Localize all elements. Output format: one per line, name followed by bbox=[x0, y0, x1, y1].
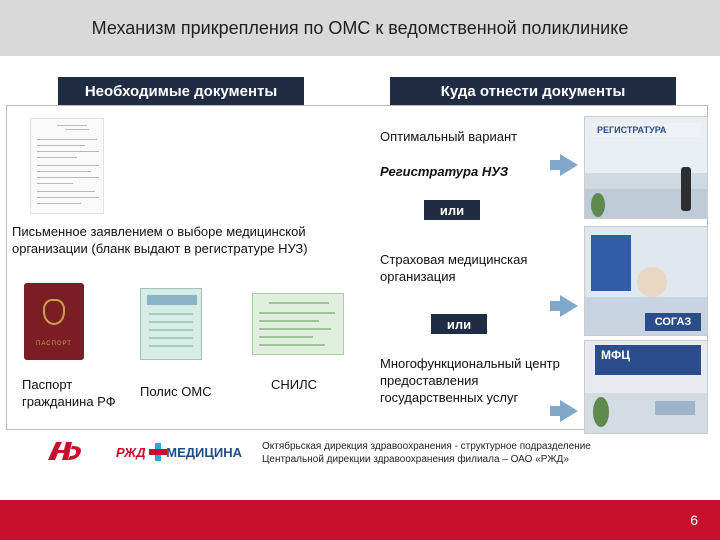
mfc-photo bbox=[584, 340, 708, 434]
insurance-photo bbox=[584, 226, 708, 336]
snils-image bbox=[252, 293, 344, 355]
insurance-label: Страховая медицинская организация bbox=[380, 252, 528, 284]
page-number: 6 bbox=[690, 512, 698, 528]
rzd-medicina-left: РЖД bbox=[116, 444, 146, 460]
footer-line-2: Центральной дирекции здравоохранения филиала – ОАО «РЖД» bbox=[262, 454, 569, 465]
registry-label: Регистратура НУЗ bbox=[380, 164, 509, 179]
rzd-logo-icon bbox=[46, 438, 86, 464]
mfc-label: Многофункциональный центр предоставления государственных услуг bbox=[380, 356, 560, 405]
rzd-medicina-right: МЕДИЦИНА bbox=[166, 444, 242, 460]
insurance-sign: СОГАЗ bbox=[645, 313, 701, 331]
polis-image bbox=[140, 288, 202, 360]
or-label-2: или bbox=[431, 314, 487, 334]
bottom-bar bbox=[0, 500, 720, 540]
documents-header: Необходимые документы bbox=[58, 77, 304, 105]
passport-cover-label: ПАСПОРТ bbox=[36, 341, 72, 347]
or-label-1: или bbox=[424, 200, 480, 220]
registry-photo bbox=[584, 116, 708, 219]
footer-text bbox=[262, 440, 591, 466]
footer-line-1: Октябрьская дирекция здравоохранения - структурное подразделение bbox=[262, 441, 591, 452]
registry-sign: РЕГИСТРАТУРА bbox=[591, 123, 701, 137]
destinations-header: Куда отнести документы bbox=[390, 77, 676, 105]
arrow-right-icon bbox=[560, 154, 578, 176]
title-bar bbox=[0, 0, 720, 56]
page-title: Механизм прикрепления по ОМС к ведомственной поликлинике bbox=[91, 17, 629, 38]
passport-image bbox=[24, 283, 84, 360]
arrow-right-icon bbox=[560, 400, 578, 422]
mfc-sign: МФЦ bbox=[595, 345, 701, 375]
snils-caption: СНИЛС bbox=[271, 377, 318, 392]
arrow-right-icon bbox=[560, 295, 578, 317]
polis-caption: Полис ОМС bbox=[140, 384, 212, 399]
passport-caption: Паспорт гражданина РФ bbox=[22, 377, 116, 409]
rzd-medicina-logo bbox=[116, 440, 242, 464]
optimal-label: Оптимальный вариант bbox=[380, 129, 518, 144]
application-form-image bbox=[30, 118, 104, 214]
medical-cross-icon bbox=[149, 443, 164, 461]
coat-of-arms-icon bbox=[43, 299, 65, 325]
application-caption: Письменное заявлением о выборе медицинской организации (бланк выдают в регистратуре НУЗ) bbox=[12, 224, 308, 256]
